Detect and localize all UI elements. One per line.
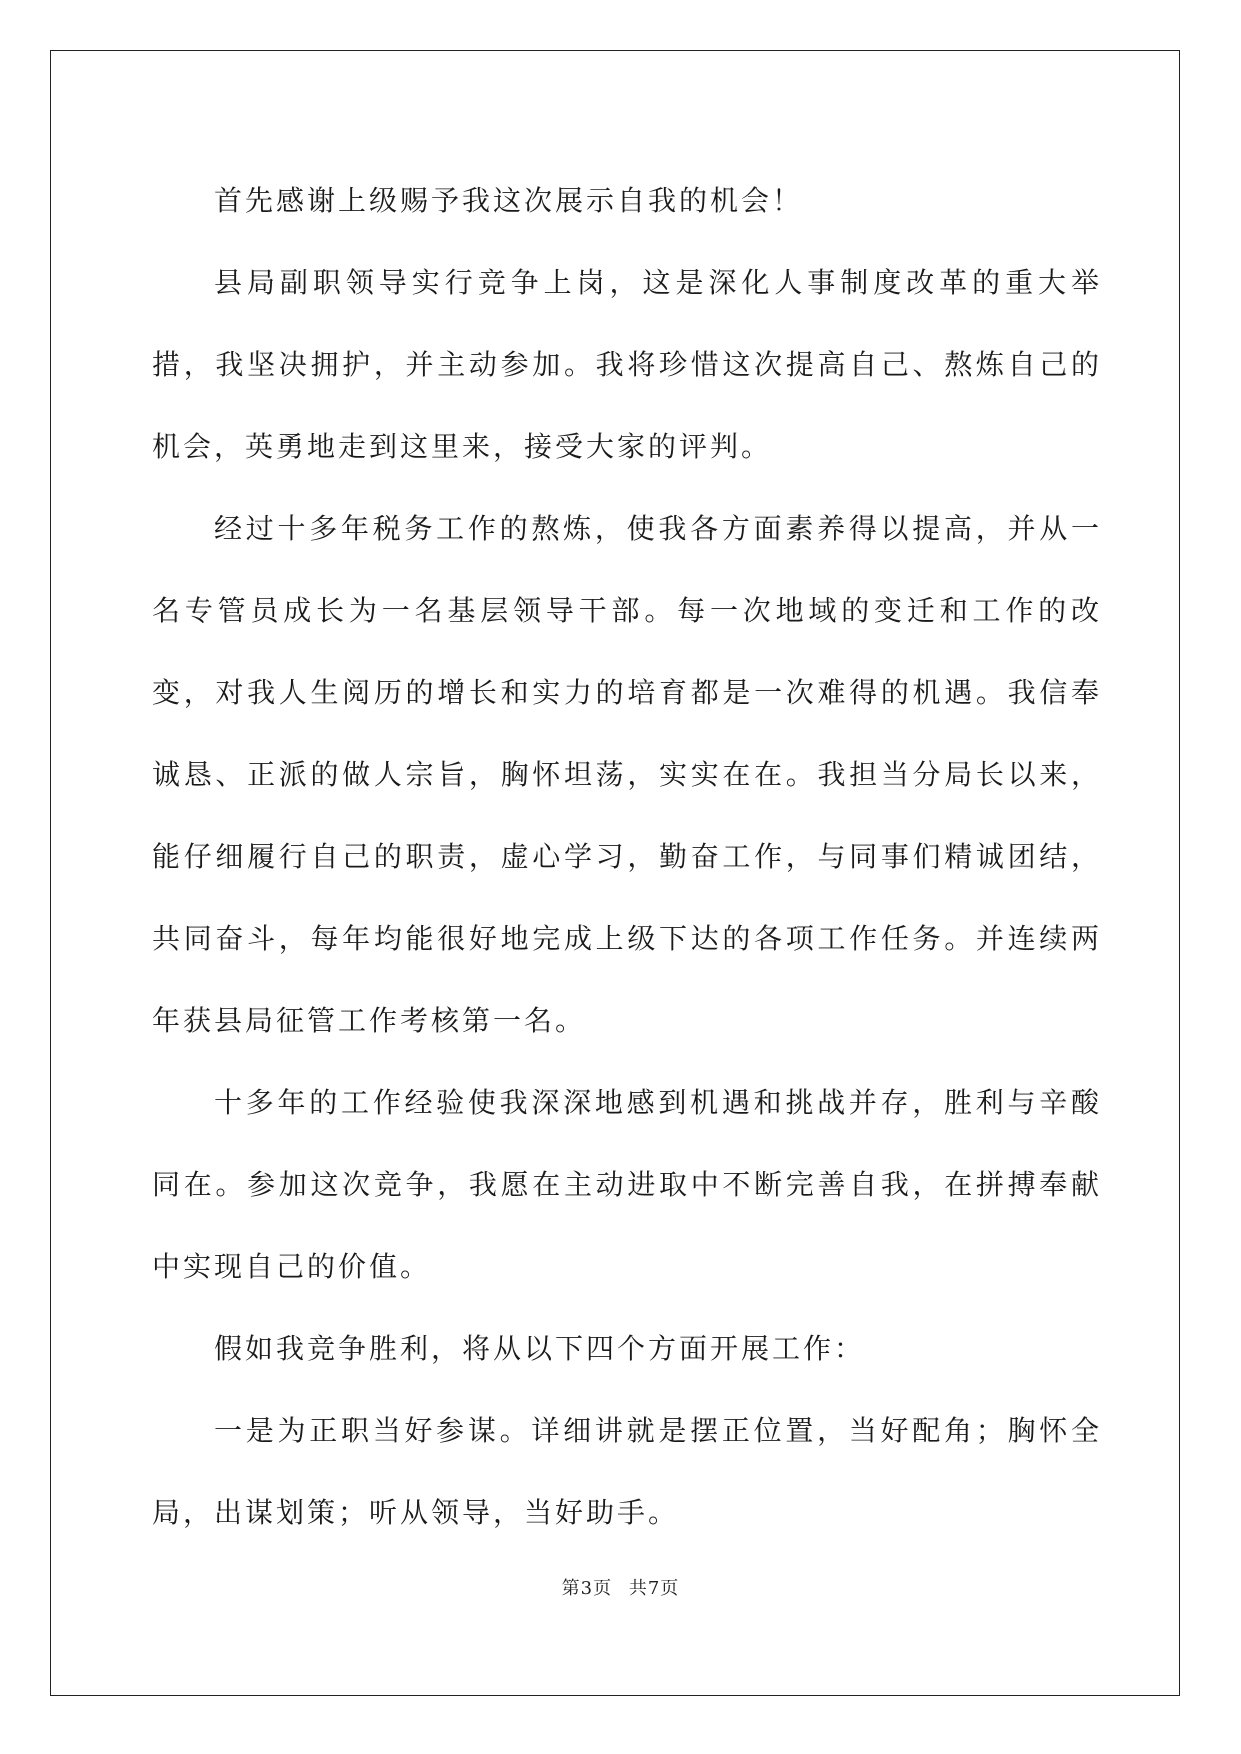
paragraph-plan-one: 一是为正职当好参谋。详细讲就是摆正位置，当好配角；胸怀全局，出谋划策；听从领导，当好助手。	[152, 1414, 1102, 1529]
page-number: 第3页	[561, 1578, 613, 1599]
paragraph-plan-intro: 假如我竞争胜利，将从以下四个方面开展工作：	[214, 1332, 866, 1365]
page-total: 共7页	[628, 1578, 680, 1599]
paragraph-support: 县局副职领导实行竞争上岗，这是深化人事制度改革的重大举措，我坚决拥护，并主动参加。我将珍惜这次提高自己、熬炼自己的机会，英勇地走到这里来，接受大家的评判。	[152, 266, 1102, 463]
document-body	[152, 160, 1102, 1554]
paragraph-opening: 首先感谢上级赐予我这次展示自我的机会！	[214, 184, 804, 217]
paragraph-experience: 经过十多年税务工作的熬炼，使我各方面素养得以提高，并从一名专管员成长为一名基层领导干部。每一次地域的变迁和工作的改变，对我人生阅历的增长和实力的培育都是一次难得的机遇。我信奉诚恳、正派的做人宗旨，胸怀坦荡，实实在在。我担当分局长以来，能仔细履行自己的职责，虚心学习，勤奋工作，与同事们精诚团结，共同奋斗，每年均能很好地完成上级下达的各项工作任务。并连续两年获县局征管工作考核第一名。	[152, 512, 1102, 1037]
paragraph-opportunity: 十多年的工作经验使我深深地感到机遇和挑战并存，胜利与辛酸同在。参加这次竞争，我愿在主动进取中不断完善自我，在拼搏奉献中实现自己的价值。	[152, 1086, 1102, 1283]
page-footer	[0, 1574, 1241, 1600]
